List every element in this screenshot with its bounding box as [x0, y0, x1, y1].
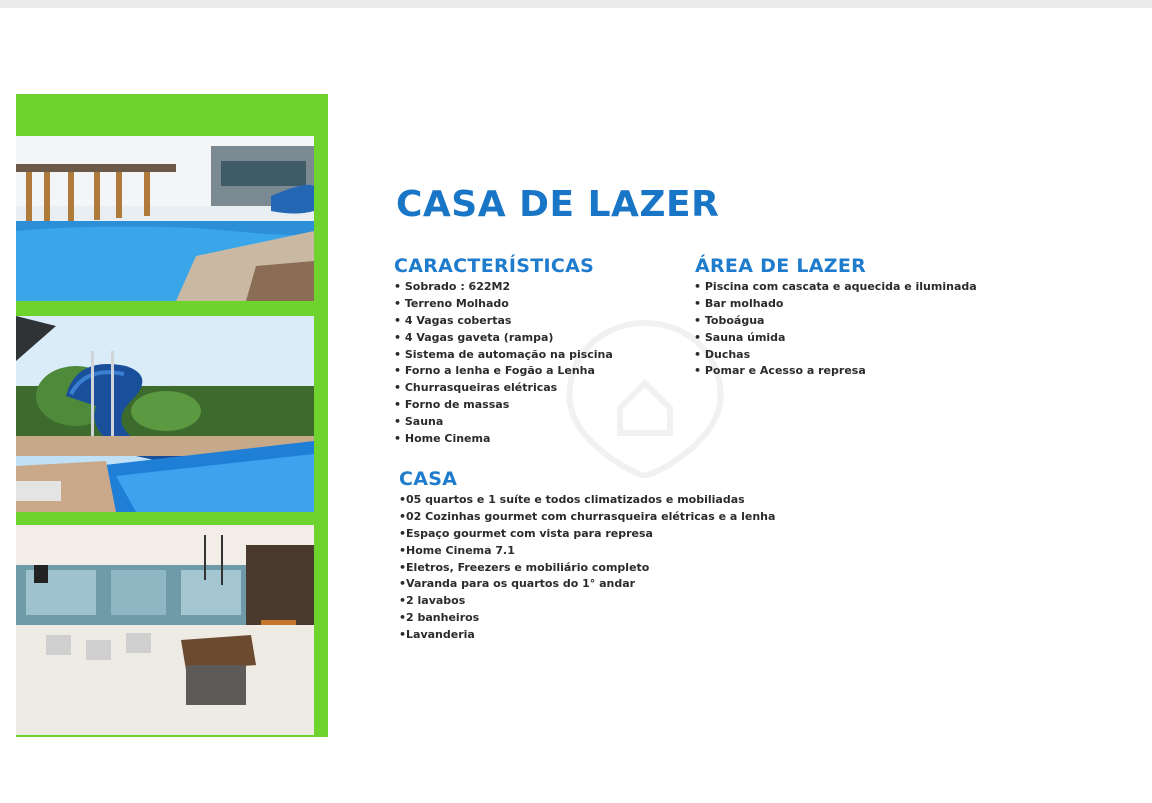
- page-title: CASA DE LAZER: [396, 184, 720, 225]
- list-item: • 4 Vagas gaveta (rampa): [394, 330, 554, 344]
- list-item: •2 lavabos: [399, 594, 466, 608]
- list-item: • Terreno Molhado: [394, 296, 509, 310]
- list-item: • Piscina com cascata e aquecida e iluminada: [694, 280, 977, 293]
- list-item: • Sistema de automação na piscina: [394, 347, 613, 361]
- list-item: • Duchas: [694, 347, 751, 361]
- pool-with-pergola-photo: [16, 136, 314, 301]
- list-item: •Varanda para os quartos do 1° andar: [399, 577, 636, 591]
- casa-heading: CASA: [399, 468, 458, 490]
- list-item: • Sauna úmida: [694, 330, 786, 344]
- list-item: • Churrasqueiras elétricas: [394, 381, 558, 395]
- top-bar: [0, 0, 1152, 8]
- list-item: •Eletros, Freezers e mobiliário completo: [399, 560, 650, 574]
- list-item: • Pomar e Acesso a represa: [694, 364, 866, 378]
- area-lazer-heading: ÁREA DE LAZER: [695, 255, 867, 277]
- list-item: • Toboágua: [694, 313, 765, 327]
- list-item: •Lavanderia: [399, 628, 475, 642]
- list-item: • Home Cinema: [394, 432, 491, 446]
- caracteristicas-heading: CARACTERÍSTICAS: [394, 255, 595, 277]
- list-item: • Forno de massas: [394, 398, 510, 412]
- list-item: • Forno a lenha e Fogão a Lenha: [394, 364, 595, 378]
- gourmet-area-photo: [16, 525, 314, 735]
- list-item: •02 Cozinhas gourmet com churrasqueira elétricas e a lenha: [399, 509, 776, 523]
- caracteristicas-list: [394, 279, 613, 448]
- list-item: •05 quartos e 1 suíte e todos climatizados e mobiliadas: [399, 493, 745, 506]
- list-item: • Sobrado : 622M2: [394, 280, 511, 293]
- list-item: •2 banheiros: [399, 611, 480, 625]
- list-item: • Sauna: [394, 415, 444, 429]
- list-item: • Bar molhado: [694, 296, 784, 310]
- list-item: •Home Cinema 7.1: [399, 543, 515, 557]
- list-item: •Espaço gourmet com vista para represa: [399, 526, 653, 540]
- area-lazer-list: [694, 279, 977, 380]
- photo-column: [16, 94, 328, 737]
- casa-list: [399, 492, 775, 644]
- waterslide-pool-photo: [16, 316, 314, 512]
- list-item: • 4 Vagas cobertas: [394, 313, 512, 327]
